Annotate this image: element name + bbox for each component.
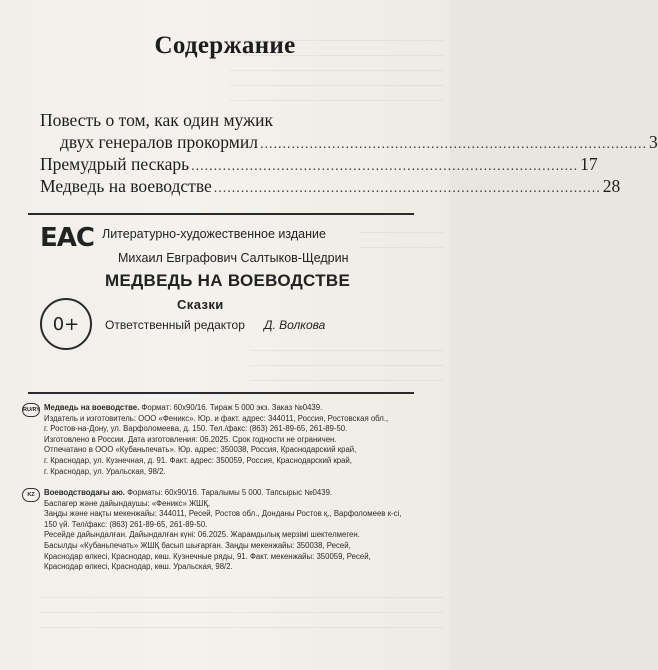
imprint-line [44, 445, 434, 456]
imprint-line [44, 541, 434, 552]
imprint-line [44, 414, 434, 425]
imprint-line-text: Форматы: 60х90/16. Таралымы 5 000. Тапсырыс №0439. [124, 488, 333, 497]
imprint-line-text: Заңды және нақты мекенжайы: 344011, Ресей, Ростов обл., Донданы Ростов қ., Варфоломеев к-сі, [44, 509, 402, 519]
imprint-line-text: Отпечатано в ООО «Кубаньпечать». Юр. адрес: 350038, Россия, Краснодарский край, [44, 445, 357, 455]
toc-entry-page: 3 [648, 132, 658, 152]
imprint-lines-ru [44, 403, 434, 477]
imprint-line-text: Басылды «Кубаньпечать» ЖШҚ басып шығарған. Заңды мекенжайы: 350038, Ресей, [44, 540, 351, 550]
editor-name: Д. Волкова [264, 318, 326, 332]
imprint-block-ru [22, 403, 434, 481]
toc-leader-dots: ...................................................................................... [213, 181, 601, 196]
imprint-line [44, 456, 434, 467]
imprint-line [44, 552, 434, 563]
imprint-lines-kz [44, 488, 434, 573]
imprint-line [44, 520, 434, 531]
toc-entry-page: 17 [580, 154, 598, 174]
toc-entry-title-line-1: Повесть о том, как один мужик [40, 110, 273, 130]
imprint-line-text: г. Ростов-на-Дону, ул. Варфоломеева, д. 150. Тел./факс: (863) 261-89-65, 261-89-50. [44, 424, 348, 434]
age-rating-text: 0+ [52, 313, 80, 335]
imprint-block-kz [22, 488, 434, 580]
imprint-line-text: Краснодар өлкесі, Краснодар, көш. Уральская, 98/2. [44, 562, 233, 572]
edition-genre: Литературно-художественное издание [102, 227, 326, 241]
toc-entry-page: 28 [602, 176, 621, 196]
imprint-line-heading: Медведь на воеводстве. [44, 403, 140, 412]
toc-entry-1[interactable] [40, 132, 658, 153]
book-title: МЕДВЕДЬ НА ВОЕВОДСТВЕ [105, 271, 351, 290]
toc-entry-title: Премудрый пескарь [40, 154, 190, 174]
section-divider [28, 213, 414, 215]
language-kz-icon: KZ [22, 488, 40, 502]
imprint-line-text: 150 үй. Тел/факс: (863) 261-89-65, 261-89-50. [44, 519, 208, 529]
imprint-line-text: Издатель и изготовитель: ООО «Феникс». Юр. и факт. адрес: 344011, Россия, Ростовская обл., [44, 413, 389, 423]
toc-leader-dots: ...................................................................................... [191, 159, 579, 174]
imprint-line [44, 424, 434, 435]
imprint-line [44, 562, 434, 573]
imprint-line-text: г. Краснодар, ул. Кузнечная, д. 91. Факт. адрес: 350059, Россия, Краснодарский край, [44, 455, 352, 465]
book-author: Михаил Евграфович Салтыков-Щедрин [118, 251, 349, 265]
book-subtitle: Сказки [177, 297, 224, 312]
imprint-line-text: Краснодар өлкесі, Краснодар, көш. Кузнечные ряды, 91. Факт. мекенжайы: 350059, Ресей, [44, 551, 371, 561]
imprint-line [44, 530, 434, 541]
imprint-line [44, 467, 434, 478]
toc-entry-2[interactable] [40, 154, 598, 175]
imprint-line-text: Изготовлено в России. Дата изготовления: 06.2025. Срок годности не ограничен. [44, 434, 337, 444]
imprint-line-heading: Воеводстводағы аю. [44, 488, 125, 497]
imprint-line-text: Баспагер және дайындаушы: «Феникс» ЖШҚ, [44, 498, 211, 508]
imprint-line-text: г. Краснодар, ул. Уральская, 98/2. [44, 466, 166, 476]
section-divider [28, 392, 414, 394]
toc-title: Содержание [154, 32, 296, 59]
toc-leader-dots: ...................................................................................... [259, 137, 647, 152]
editor-label: Ответственный редактор [105, 318, 245, 332]
toc-entry-title: Медведь на воеводстве [40, 176, 212, 196]
toc-entry-3[interactable] [40, 176, 621, 197]
toc-entry-title: двух генералов прокормил [60, 132, 258, 152]
imprint-line-text: Формат: 60х90/16. Тираж 5 000 экз. Заказ №0439. [139, 403, 323, 412]
imprint-line [44, 509, 434, 520]
imprint-line-text: Ресейде дайындалған. Дайындалған күні: 06.2025. Жарамдылық мерзімі шектелмеген. [44, 530, 360, 540]
imprint-line [44, 435, 434, 446]
age-rating-badge [40, 298, 92, 350]
imprint-line [44, 488, 434, 499]
language-ru-icon: RU/RY [22, 403, 40, 417]
eac-mark: EAC [40, 223, 94, 253]
toc-entry-1-line-1[interactable] [40, 110, 412, 131]
imprint-line [44, 499, 434, 510]
imprint-line [44, 403, 434, 414]
